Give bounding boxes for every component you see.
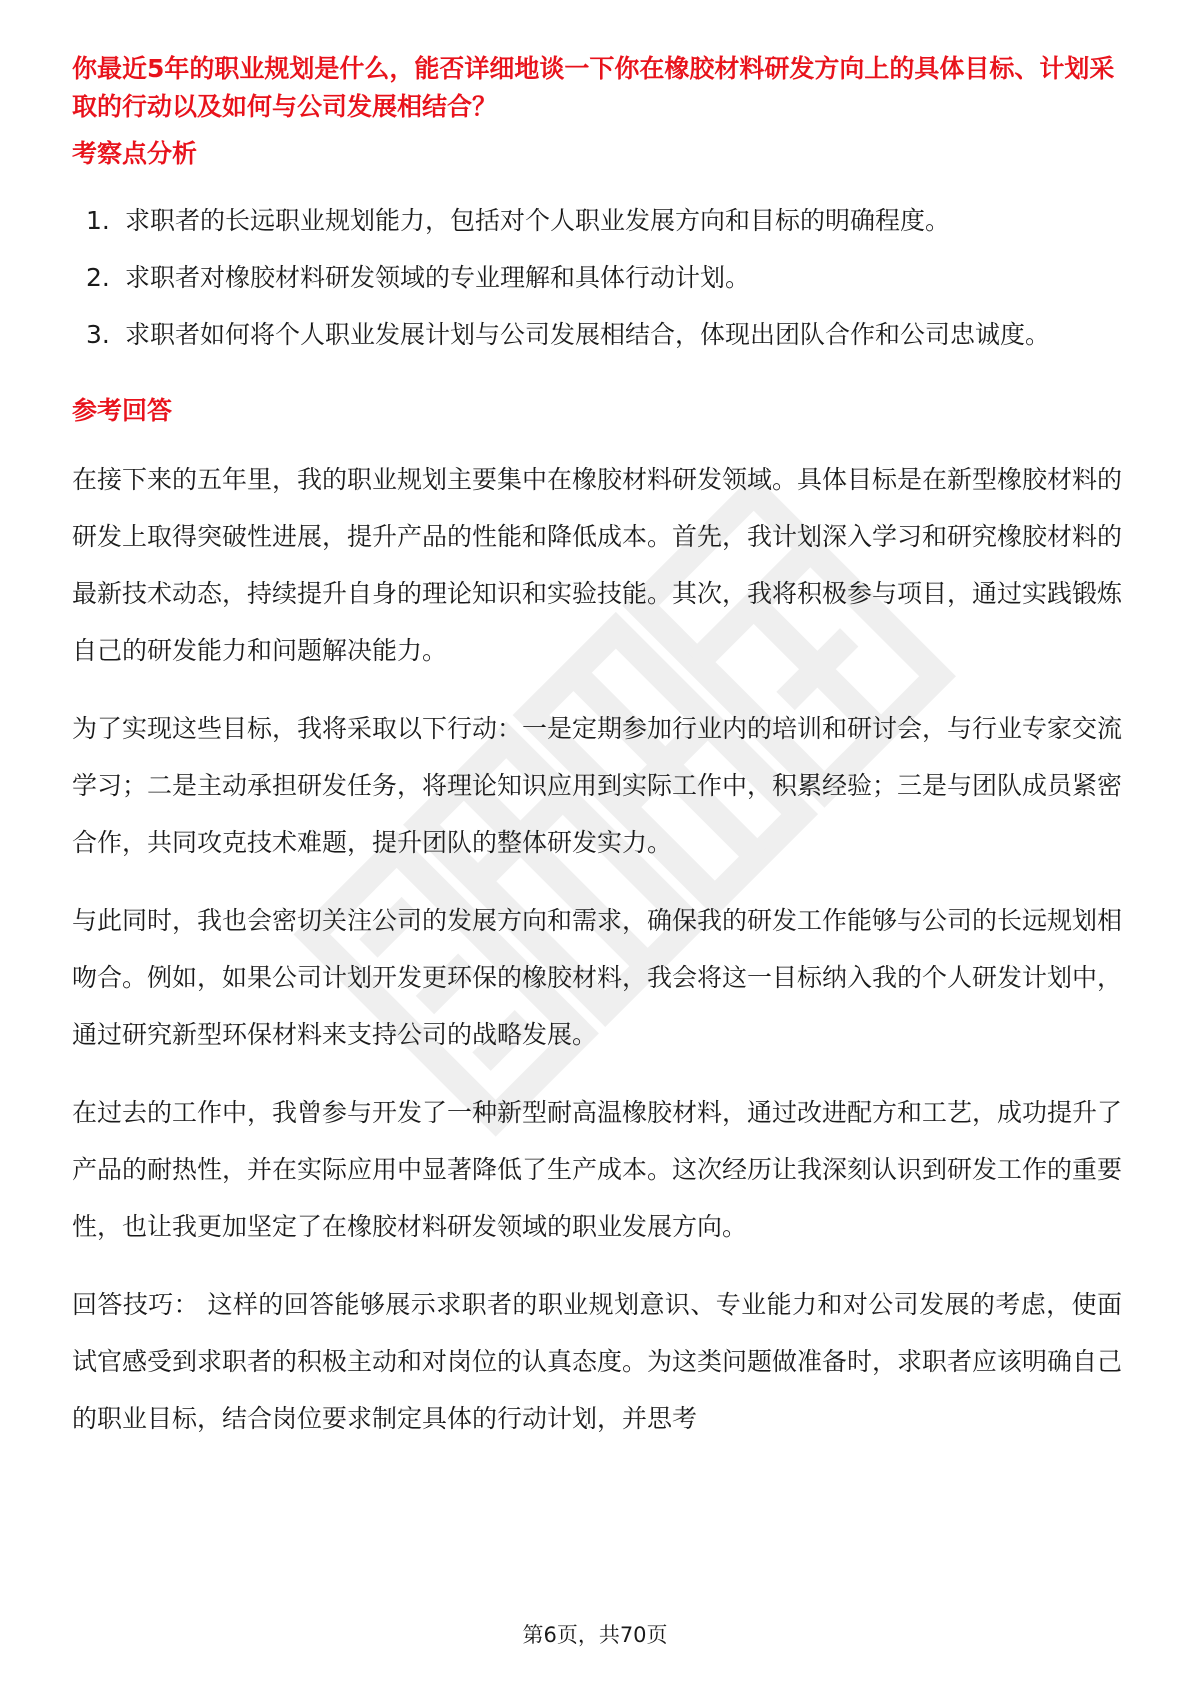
- list-item-number: 3.: [86, 320, 110, 349]
- list-item: [72, 306, 1122, 363]
- list-item-text: 求职者的长远职业规划能力，包括对个人职业发展方向和目标的明确程度。: [125, 206, 951, 235]
- list-item-number: 1.: [86, 206, 110, 235]
- answer-paragraph: 为了实现这些目标，我将采取以下行动：一是定期参加行业内的培训和研讨会，与行业专家交流学习；二是主动承担研发任务，将理论知识应用到实际工作中，积累经验；三是与团队成员紧密合作，共同攻克技术难题，提升团队的整体研发实力。: [72, 714, 1123, 857]
- question-heading: 你最近5年的职业规划是什么，能否详细地谈一下你在橡胶材料研发方向上的具体目标、计划采取的行动以及如何与公司发展相结合？: [72, 54, 1115, 121]
- page-number-footer: 第6页，共70页: [522, 1623, 668, 1647]
- list-item-number: 2.: [86, 263, 110, 292]
- answer-paragraph: 与此同时，我也会密切关注公司的发展方向和需求，确保我的研发工作能够与公司的长远规划相吻合。例如，如果公司计划开发更环保的橡胶材料，我会将这一目标纳入我的个人研发计划中，通过研究新型环保材料来支持公司的战略发展。: [72, 906, 1123, 1049]
- list-item-text: 求职者对橡胶材料研发领域的专业理解和具体行动计划。: [125, 263, 751, 292]
- list-item: [72, 192, 1122, 249]
- list-item-text: 求职者如何将个人职业发展计划与公司发展相结合，体现出团队合作和公司忠诚度。: [125, 320, 1051, 349]
- answer-title: 参考回答: [72, 396, 173, 425]
- list-item: [72, 249, 1122, 306]
- answer-paragraph: 在过去的工作中，我曾参与开发了一种新型耐高温橡胶材料，通过改进配方和工艺，成功提升了产品的耐热性，并在实际应用中显著降低了生产成本。这次经历让我深刻认识到研发工作的重要性，也让我更加坚定了在橡胶材料研发领域的职业发展方向。: [72, 1098, 1123, 1241]
- analysis-title: 考察点分析: [72, 139, 198, 168]
- answer-paragraph: 在接下来的五年里，我的职业规划主要集中在橡胶材料研发领域。具体目标是在新型橡胶材料的研发上取得突破性进展，提升产品的性能和降低成本。首先，我计划深入学习和研究橡胶材料的最新技术动态，持续提升自身的理论知识和实验技能。其次，我将积极参与项目，通过实践锻炼自己的研发能力和问题解决能力。: [72, 465, 1123, 665]
- answer-tips-paragraph: 回答技巧： 这样的回答能够展示求职者的职业规划意识、专业能力和对公司发展的考虑，使面试官感受到求职者的积极主动和对岗位的认真态度。为这类问题做准备时，求职者应该明确自己的职业目标，结合岗位要求制定具体的行动计划，并思考: [72, 1290, 1123, 1433]
- analysis-list: [72, 192, 1122, 363]
- document-content: [72, 50, 1122, 1468]
